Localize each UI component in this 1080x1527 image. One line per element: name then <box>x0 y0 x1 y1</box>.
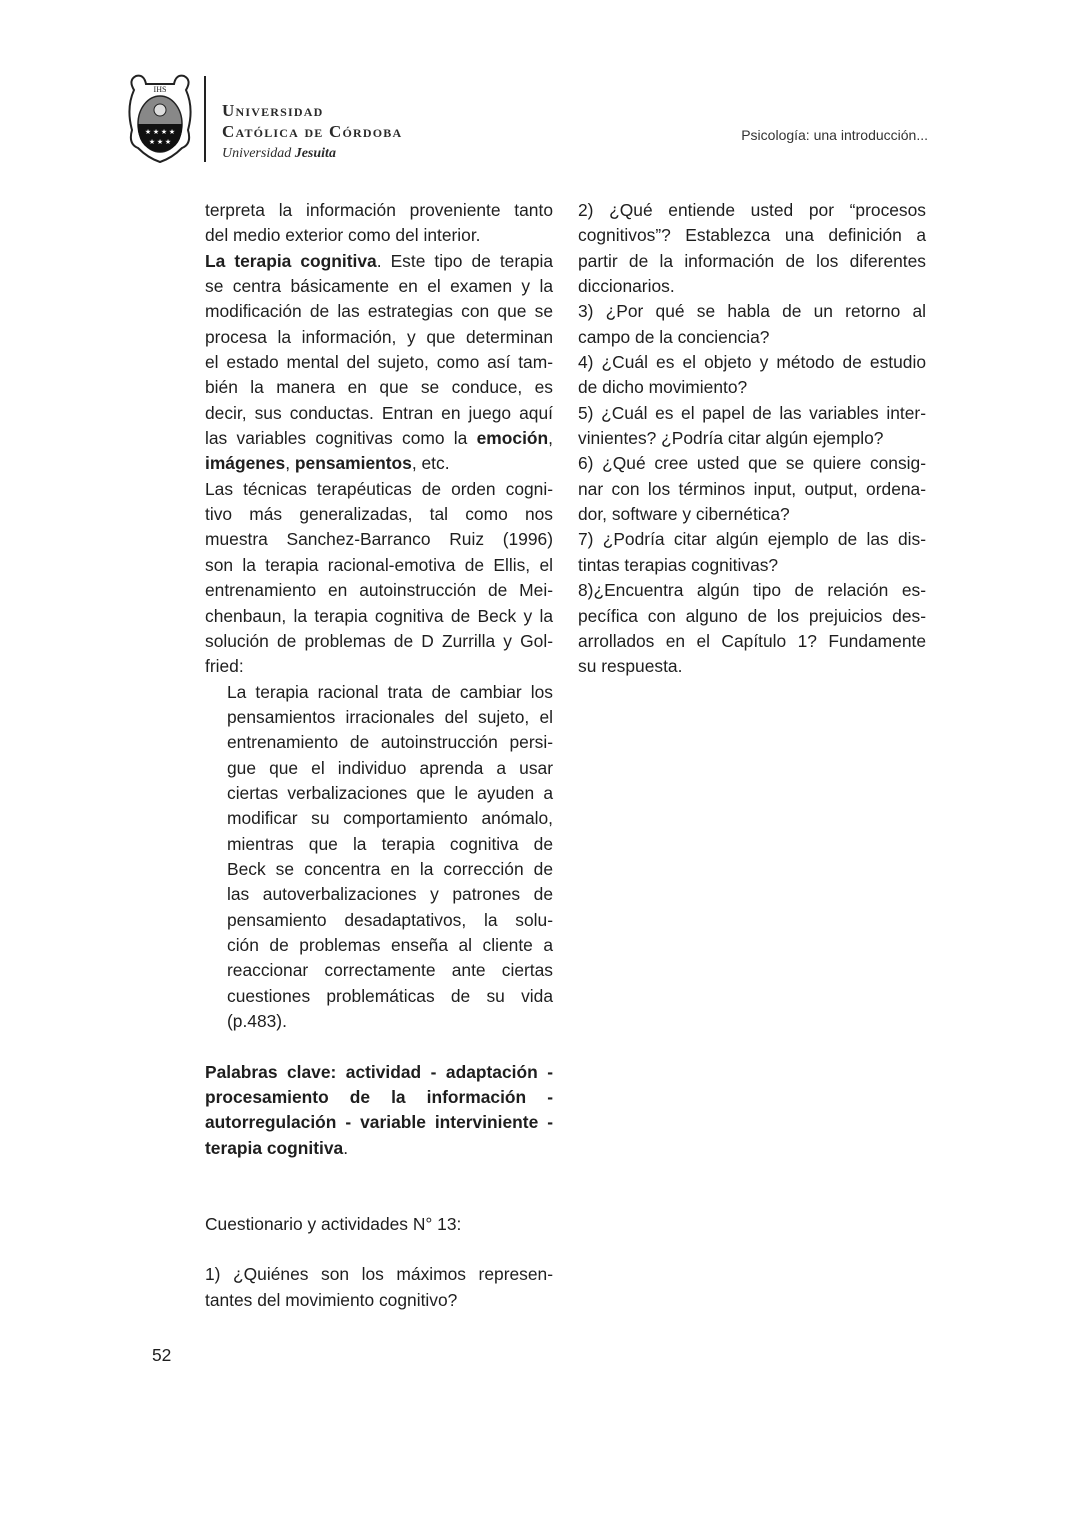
text-segment: Cuestionario y actividades N° 13: <box>205 1213 462 1234</box>
text-line <box>205 223 553 248</box>
text-line <box>205 502 553 527</box>
text-line <box>205 527 553 552</box>
text-segment: tantes del movimiento cognitivo? <box>205 1289 458 1310</box>
paragraph-continuation <box>205 198 553 249</box>
text-segment: cognitivos”? Establezca una definición a <box>578 225 926 246</box>
text-segment: pecífica con alguno de los prejuicios des- <box>578 605 926 626</box>
svg-text:★: ★ <box>164 139 172 146</box>
left-column <box>205 198 553 1313</box>
text-line <box>205 451 553 476</box>
text-line <box>205 426 553 451</box>
questionnaire-title <box>205 1212 553 1237</box>
text-segment: diccionarios. <box>578 276 675 297</box>
text-line <box>578 604 926 629</box>
text-segment: 8)¿Encuentra algún tipo de relación es- <box>578 580 926 601</box>
text-line <box>227 730 553 755</box>
text-line <box>578 527 926 552</box>
text-line <box>578 654 926 679</box>
bold-text: La terapia cognitiva <box>205 250 377 271</box>
svg-text:★: ★ <box>144 129 152 136</box>
bold-text: autorregulación - variable interviniente - <box>205 1112 553 1133</box>
question-3 <box>578 299 926 350</box>
text-line <box>205 375 553 400</box>
text-line <box>205 274 553 299</box>
text-segment: (p.483). <box>227 1011 287 1031</box>
tagline-plain: Universidad <box>222 146 295 161</box>
text-line <box>578 426 926 451</box>
svg-text:IHS: IHS <box>153 85 167 94</box>
text-line <box>205 553 553 578</box>
text-line <box>578 375 926 400</box>
text-line <box>205 654 553 679</box>
header-divider <box>204 76 206 162</box>
text-segment: dor, software y cibernética? <box>578 504 790 525</box>
right-column <box>578 198 926 680</box>
text-segment: tintas terapias cognitivas? <box>578 554 779 575</box>
text-line <box>227 781 553 806</box>
text-line <box>227 882 553 907</box>
text-segment: las variables cognitivas como la <box>205 428 477 449</box>
text-segment: entrenamiento de autoinstrucción persi- <box>227 732 553 753</box>
page-number: 52 <box>152 1345 172 1365</box>
text-segment: Las técnicas terapéuticas de orden cogni- <box>205 478 553 499</box>
text-segment: 4) ¿Cuál es el objeto y método de estudio <box>578 352 926 373</box>
text-segment: decir, sus conductas. Entran en juego aquí <box>205 402 553 423</box>
text-line <box>205 249 553 274</box>
bold-text: Palabras clave: actividad - adaptación - <box>205 1061 553 1082</box>
text-segment: se centra básicamente en el examen y la <box>205 276 553 297</box>
university-name-line1: Universidad <box>222 101 324 120</box>
text-segment: terpreta la información proveniente tanto <box>205 200 553 220</box>
bold-text: procesamiento de la información - <box>205 1087 553 1108</box>
text-segment: 7) ¿Podría citar algún ejemplo de las dis- <box>578 529 926 550</box>
text-line <box>205 350 553 375</box>
text-line <box>205 578 553 603</box>
text-segment: reaccionar correctamente ante ciertas <box>227 960 553 981</box>
text-segment: arrollados en el Capítulo 1? Fundamente <box>578 630 926 651</box>
question-5 <box>578 401 926 452</box>
text-line <box>578 299 926 324</box>
question-8 <box>578 578 926 679</box>
text-segment: modificación de las estrategias con que se <box>205 301 553 322</box>
text-line <box>578 401 926 426</box>
text-line <box>205 1262 553 1287</box>
text-segment: su respuesta. <box>578 656 683 677</box>
text-line <box>227 832 553 857</box>
text-segment: fried: <box>205 656 244 677</box>
text-line <box>205 604 553 629</box>
keywords <box>205 1060 553 1161</box>
text-segment: entrenamiento en autoinstrucción de Mei- <box>205 580 553 601</box>
university-name-line2: Católica de Córdoba <box>222 122 403 141</box>
text-segment: muestra Sanchez-Barranco Ruiz (1996) <box>205 529 553 550</box>
text-segment: el estado mental del sujeto, como así tam- <box>205 352 553 373</box>
question-2 <box>578 198 926 299</box>
text-line <box>227 984 553 1009</box>
bold-text: terapia cognitiva <box>205 1137 344 1158</box>
text-line <box>578 629 926 654</box>
question-6 <box>578 451 926 527</box>
text-segment: , <box>548 428 553 449</box>
text-line <box>205 401 553 426</box>
text-segment: procesa la información, y que determinan <box>205 326 553 347</box>
text-segment: ción de problemas enseña al cliente a <box>227 934 553 955</box>
university-tagline <box>222 144 402 164</box>
text-segment: solución de problemas de D Zurrilla y Gol- <box>205 630 553 651</box>
svg-text:★: ★ <box>156 139 164 146</box>
text-segment: La terapia racional trata de cambiar los <box>227 681 553 702</box>
text-line <box>205 299 553 324</box>
text-line <box>227 756 553 781</box>
text-line <box>205 629 553 654</box>
text-segment: vinientes? ¿Podría citar algún ejemplo? <box>578 428 884 449</box>
text-segment: del medio exterior como del interior. <box>205 225 481 246</box>
text-line <box>227 680 553 705</box>
text-line <box>578 274 926 299</box>
question-7 <box>578 527 926 578</box>
text-line <box>578 578 926 603</box>
text-segment: 2) ¿Qué entiende usted por “procesos <box>578 200 926 220</box>
tagline-bold: Jesuita <box>294 146 336 161</box>
text-line <box>227 705 553 730</box>
text-segment: mientras que la terapia cognitiva de <box>227 833 553 854</box>
text-segment: nar con los términos input, output, ordena- <box>578 478 926 499</box>
text-segment: Beck se concentra en la corrección de <box>227 858 553 879</box>
text-line <box>227 908 553 933</box>
svg-text:★: ★ <box>148 139 156 146</box>
text-line <box>578 198 926 223</box>
text-line <box>578 451 926 476</box>
text-segment: 5) ¿Cuál es el papel de las variables inter- <box>578 402 926 423</box>
text-line <box>578 325 926 350</box>
text-line <box>205 1212 553 1237</box>
block-quote <box>227 680 553 1035</box>
svg-text:★: ★ <box>168 129 176 136</box>
text-segment: gue que el individuo aprenda a usar <box>227 757 553 778</box>
text-segment: bién la manera en que se conduce, es <box>205 377 553 398</box>
text-line <box>578 502 926 527</box>
university-name <box>222 100 402 164</box>
text-line <box>578 477 926 502</box>
paragraph-techniques <box>205 477 553 680</box>
text-segment: chenbaun, la terapia cognitiva de Beck y la <box>205 605 553 626</box>
text-segment: tivo más generalizadas, tal como nos <box>205 504 553 525</box>
text-line <box>205 1085 553 1110</box>
text-line <box>205 1288 553 1313</box>
text-segment: partir de la información de los diferentes <box>578 250 926 271</box>
svg-text:★: ★ <box>160 129 168 136</box>
text-segment: pensamiento desadaptativos, la solu- <box>227 909 553 930</box>
text-line <box>227 857 553 882</box>
text-segment: , <box>285 453 295 474</box>
text-segment: campo de la conciencia? <box>578 326 770 347</box>
question-4 <box>578 350 926 401</box>
question-1 <box>205 1262 553 1313</box>
text-line <box>227 933 553 958</box>
text-segment: pensamientos irracionales del sujeto, el <box>227 706 553 727</box>
bold-text: pensamientos <box>294 453 412 474</box>
paragraph-cognitive-therapy <box>205 249 553 477</box>
text-segment: 3) ¿Por qué se habla de un retorno al <box>578 301 926 322</box>
text-segment: . <box>343 1137 349 1158</box>
bold-text: emoción <box>476 428 549 449</box>
text-line <box>578 223 926 248</box>
university-crest-logo <box>124 68 196 166</box>
text-line <box>205 198 553 223</box>
text-line <box>205 1060 553 1085</box>
text-segment: ciertas verbalizaciones que le ayuden a <box>227 782 553 803</box>
text-segment: 1) ¿Quiénes son los máximos represen- <box>205 1264 553 1285</box>
bold-text: imágenes <box>205 453 286 474</box>
text-line <box>578 249 926 274</box>
text-segment: las autoverbalizaciones y patrones de <box>227 884 553 905</box>
text-line <box>205 1110 553 1135</box>
text-segment: de dicho movimiento? <box>578 377 748 398</box>
text-line <box>227 1009 553 1034</box>
text-line <box>578 553 926 578</box>
text-line <box>205 477 553 502</box>
text-segment: cuestiones problemáticas de su vida <box>227 985 553 1006</box>
text-line <box>205 1136 553 1161</box>
text-segment: . Este tipo de terapia <box>376 250 554 271</box>
text-segment: , etc. <box>411 453 450 474</box>
text-segment: son la terapia racional-emotiva de Ellis, el <box>205 554 553 575</box>
text-line <box>227 806 553 831</box>
running-title: Psicología: una introducción... <box>741 127 928 143</box>
text-segment: 6) ¿Qué cree usted que se quiere consig- <box>578 453 926 474</box>
text-line <box>205 325 553 350</box>
svg-text:★: ★ <box>152 129 160 136</box>
text-segment: modificar su comportamiento anómalo, <box>227 808 553 829</box>
text-line <box>578 350 926 375</box>
text-line <box>227 958 553 983</box>
